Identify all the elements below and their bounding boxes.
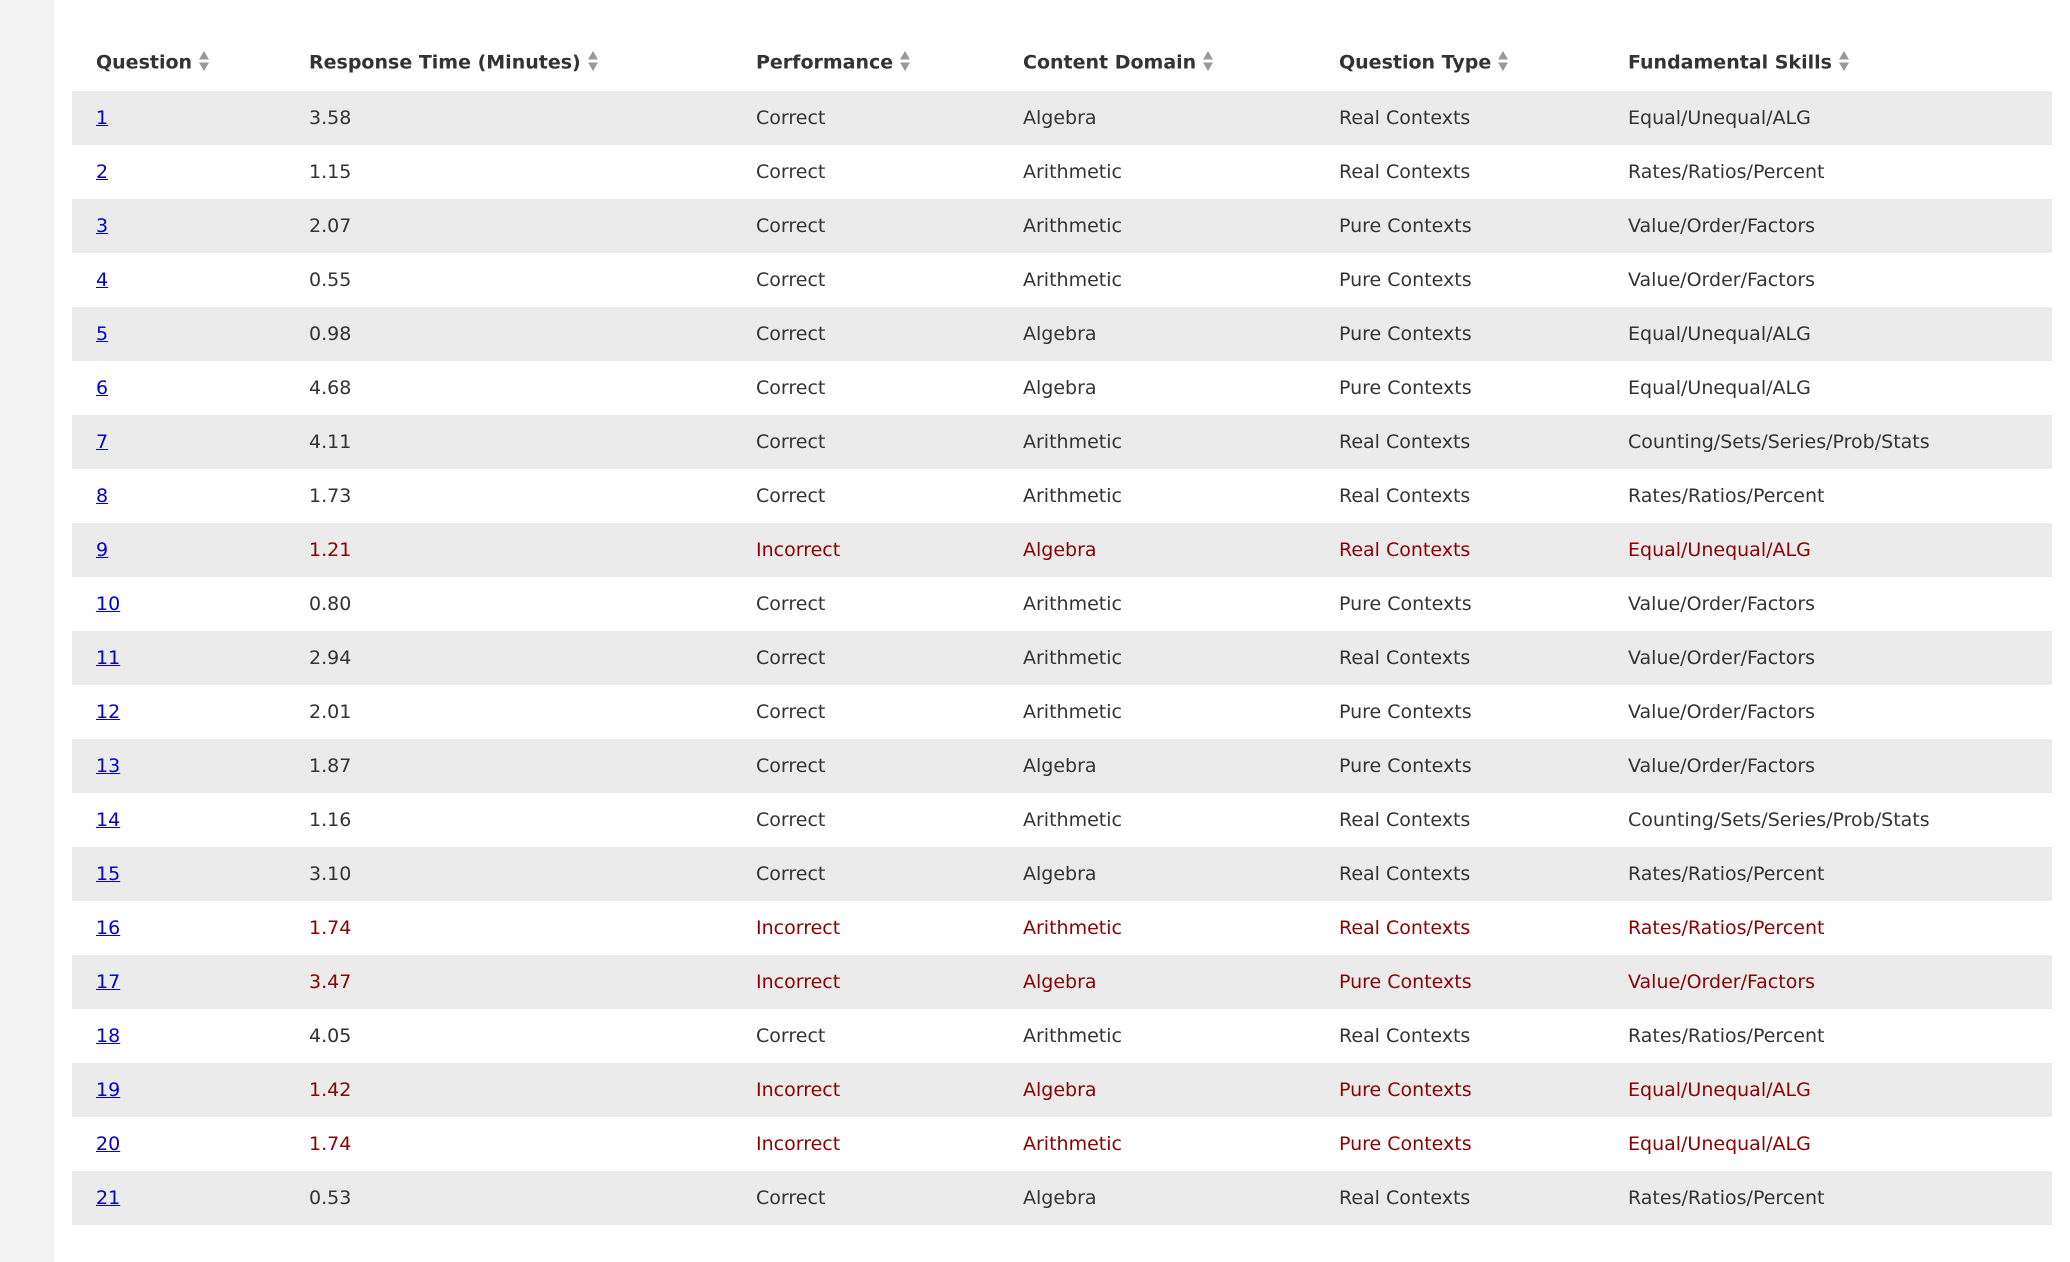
content-domain-cell: Algebra <box>999 91 1315 145</box>
content-domain-cell: Arithmetic <box>999 1009 1315 1063</box>
fundamental-skills-cell: Counting/Sets/Series/Prob/Stats <box>1604 415 2052 469</box>
fundamental-skills-cell: Value/Order/Factors <box>1604 955 2052 1009</box>
column-header-label: Question Type <box>1339 51 1492 73</box>
performance-cell: Correct <box>732 847 999 901</box>
sort-icon[interactable] <box>198 49 210 73</box>
content-domain-cell: Arithmetic <box>999 199 1315 253</box>
table-row <box>72 91 2052 145</box>
performance-cell: Correct <box>732 145 999 199</box>
fundamental-skills-cell: Rates/Ratios/Percent <box>1604 145 2052 199</box>
question-type-cell: Real Contexts <box>1315 1009 1604 1063</box>
question-cell <box>72 415 285 469</box>
content-domain-cell: Algebra <box>999 847 1315 901</box>
performance-cell: Correct <box>732 1009 999 1063</box>
fundamental-skills-cell: Equal/Unequal/ALG <box>1604 523 2052 577</box>
question-type-cell: Real Contexts <box>1315 91 1604 145</box>
response-time-cell: 1.16 <box>285 793 732 847</box>
question-cell <box>72 1063 285 1117</box>
column-header-response-time[interactable] <box>285 34 732 91</box>
content-domain-cell: Algebra <box>999 1171 1315 1225</box>
performance-cell: Correct <box>732 739 999 793</box>
response-time-cell: 4.05 <box>285 1009 732 1063</box>
question-link[interactable]: 18 <box>96 1025 121 1047</box>
response-time-cell: 1.74 <box>285 1117 732 1171</box>
question-type-cell: Pure Contexts <box>1315 199 1604 253</box>
column-header-label: Question <box>96 51 193 73</box>
performance-cell: Correct <box>732 793 999 847</box>
question-type-cell: Pure Contexts <box>1315 253 1604 307</box>
question-cell <box>72 1171 285 1225</box>
performance-cell: Correct <box>732 91 999 145</box>
sort-icon[interactable] <box>1838 49 1850 73</box>
table-row <box>72 253 2052 307</box>
fundamental-skills-cell: Value/Order/Factors <box>1604 577 2052 631</box>
question-results-table <box>72 34 2052 1225</box>
content-domain-cell: Algebra <box>999 361 1315 415</box>
table-row <box>72 901 2052 955</box>
response-time-cell: 3.58 <box>285 91 732 145</box>
content-domain-cell: Algebra <box>999 739 1315 793</box>
question-cell <box>72 739 285 793</box>
question-cell <box>72 361 285 415</box>
question-type-cell: Real Contexts <box>1315 469 1604 523</box>
table-row <box>72 1117 2052 1171</box>
response-time-cell: 1.73 <box>285 469 732 523</box>
fundamental-skills-cell: Equal/Unequal/ALG <box>1604 307 2052 361</box>
question-link[interactable]: 1 <box>96 107 109 129</box>
response-time-cell: 1.21 <box>285 523 732 577</box>
performance-cell: Correct <box>732 307 999 361</box>
fundamental-skills-cell: Rates/Ratios/Percent <box>1604 901 2052 955</box>
question-type-cell: Pure Contexts <box>1315 1063 1604 1117</box>
question-cell <box>72 847 285 901</box>
question-type-cell: Real Contexts <box>1315 415 1604 469</box>
response-time-cell: 2.07 <box>285 199 732 253</box>
fundamental-skills-cell: Value/Order/Factors <box>1604 685 2052 739</box>
column-header-fundamental-skills[interactable] <box>1604 34 2052 91</box>
question-cell <box>72 577 285 631</box>
fundamental-skills-cell: Value/Order/Factors <box>1604 253 2052 307</box>
performance-cell: Correct <box>732 253 999 307</box>
question-link[interactable]: 2 <box>96 161 109 183</box>
column-header-label: Performance <box>756 51 894 73</box>
response-time-cell: 1.15 <box>285 145 732 199</box>
table-row <box>72 361 2052 415</box>
performance-cell: Correct <box>732 1171 999 1225</box>
sort-icon[interactable] <box>899 49 911 73</box>
question-type-cell: Real Contexts <box>1315 631 1604 685</box>
question-type-cell: Pure Contexts <box>1315 307 1604 361</box>
fundamental-skills-cell: Rates/Ratios/Percent <box>1604 469 2052 523</box>
performance-cell: Incorrect <box>732 523 999 577</box>
fundamental-skills-cell: Rates/Ratios/Percent <box>1604 1009 2052 1063</box>
table-row <box>72 577 2052 631</box>
table-row <box>72 145 2052 199</box>
table-row <box>72 631 2052 685</box>
response-time-cell: 4.11 <box>285 415 732 469</box>
table-row <box>72 523 2052 577</box>
response-time-cell: 0.98 <box>285 307 732 361</box>
header-row <box>72 34 2052 91</box>
table-row <box>72 847 2052 901</box>
table-row <box>72 1171 2052 1225</box>
fundamental-skills-cell: Equal/Unequal/ALG <box>1604 361 2052 415</box>
table-row <box>72 739 2052 793</box>
column-header-question[interactable] <box>72 34 285 91</box>
question-link[interactable]: 21 <box>96 1187 121 1209</box>
performance-cell: Correct <box>732 361 999 415</box>
question-cell <box>72 253 285 307</box>
sort-icon[interactable] <box>1202 49 1214 73</box>
question-cell <box>72 199 285 253</box>
question-type-cell: Real Contexts <box>1315 1171 1604 1225</box>
fundamental-skills-cell: Value/Order/Factors <box>1604 199 2052 253</box>
question-type-cell: Real Contexts <box>1315 793 1604 847</box>
response-time-cell: 0.53 <box>285 1171 732 1225</box>
fundamental-skills-cell: Value/Order/Factors <box>1604 739 2052 793</box>
question-link[interactable]: 10 <box>96 593 121 615</box>
content-domain-cell: Algebra <box>999 523 1315 577</box>
table-row <box>72 685 2052 739</box>
question-type-cell: Pure Contexts <box>1315 1117 1604 1171</box>
response-time-cell: 4.68 <box>285 361 732 415</box>
content-domain-cell: Arithmetic <box>999 415 1315 469</box>
question-cell <box>72 469 285 523</box>
table-body <box>72 91 2052 1225</box>
content-domain-cell: Arithmetic <box>999 631 1315 685</box>
question-type-cell: Real Contexts <box>1315 523 1604 577</box>
question-cell <box>72 91 285 145</box>
question-link[interactable]: 9 <box>96 539 109 561</box>
response-time-cell: 1.74 <box>285 901 732 955</box>
performance-cell: Correct <box>732 469 999 523</box>
fundamental-skills-cell: Counting/Sets/Series/Prob/Stats <box>1604 793 2052 847</box>
response-time-cell: 0.55 <box>285 253 732 307</box>
response-time-cell: 1.87 <box>285 739 732 793</box>
table-row <box>72 1009 2052 1063</box>
sort-icon[interactable] <box>587 49 599 73</box>
question-type-cell: Pure Contexts <box>1315 685 1604 739</box>
question-cell <box>72 523 285 577</box>
column-header-label: Content Domain <box>1023 51 1197 73</box>
question-cell <box>72 955 285 1009</box>
question-type-cell: Pure Contexts <box>1315 361 1604 415</box>
table-row <box>72 415 2052 469</box>
table-row <box>72 793 2052 847</box>
fundamental-skills-cell: Equal/Unequal/ALG <box>1604 1063 2052 1117</box>
fundamental-skills-cell: Value/Order/Factors <box>1604 631 2052 685</box>
performance-cell: Correct <box>732 415 999 469</box>
column-header-label: Fundamental Skills <box>1628 51 1832 73</box>
table-row <box>72 1063 2052 1117</box>
question-link[interactable]: 15 <box>96 863 121 885</box>
sort-icon[interactable] <box>1497 49 1509 73</box>
question-link[interactable]: 4 <box>96 269 109 291</box>
question-link[interactable]: 14 <box>96 809 121 831</box>
performance-cell: Incorrect <box>732 1117 999 1171</box>
content-domain-cell: Arithmetic <box>999 1117 1315 1171</box>
question-cell <box>72 901 285 955</box>
question-link[interactable]: 17 <box>96 971 121 993</box>
response-time-cell: 3.10 <box>285 847 732 901</box>
question-cell <box>72 307 285 361</box>
question-type-cell: Pure Contexts <box>1315 955 1604 1009</box>
question-type-cell: Pure Contexts <box>1315 577 1604 631</box>
response-time-cell: 2.94 <box>285 631 732 685</box>
question-link[interactable]: 8 <box>96 485 109 507</box>
performance-cell: Incorrect <box>732 1063 999 1117</box>
table-header <box>72 34 2052 91</box>
question-type-cell: Pure Contexts <box>1315 739 1604 793</box>
table-row <box>72 307 2052 361</box>
content-domain-cell: Arithmetic <box>999 469 1315 523</box>
content-domain-cell: Algebra <box>999 955 1315 1009</box>
performance-cell: Correct <box>732 199 999 253</box>
question-cell <box>72 145 285 199</box>
question-link[interactable]: 13 <box>96 755 121 777</box>
column-header-content-domain[interactable] <box>999 34 1315 91</box>
question-type-cell: Real Contexts <box>1315 901 1604 955</box>
question-link[interactable]: 3 <box>96 215 109 237</box>
table-row <box>72 469 2052 523</box>
question-cell <box>72 1117 285 1171</box>
question-link[interactable]: 16 <box>96 917 121 939</box>
table-row <box>72 199 2052 253</box>
question-link[interactable]: 7 <box>96 431 109 453</box>
content-domain-cell: Arithmetic <box>999 685 1315 739</box>
column-header-question-type[interactable] <box>1315 34 1604 91</box>
question-cell <box>72 793 285 847</box>
response-time-cell: 0.80 <box>285 577 732 631</box>
question-type-cell: Real Contexts <box>1315 145 1604 199</box>
fundamental-skills-cell: Equal/Unequal/ALG <box>1604 1117 2052 1171</box>
performance-cell: Correct <box>732 577 999 631</box>
response-time-cell: 3.47 <box>285 955 732 1009</box>
performance-cell: Correct <box>732 631 999 685</box>
table-row <box>72 955 2052 1009</box>
question-cell <box>72 631 285 685</box>
column-header-label: Response Time (Minutes) <box>309 51 581 73</box>
content-domain-cell: Arithmetic <box>999 145 1315 199</box>
question-link[interactable]: 11 <box>96 647 121 669</box>
performance-cell: Correct <box>732 685 999 739</box>
question-link[interactable]: 5 <box>96 323 109 345</box>
question-type-cell: Real Contexts <box>1315 847 1604 901</box>
performance-cell: Incorrect <box>732 955 999 1009</box>
question-link[interactable]: 19 <box>96 1079 121 1101</box>
performance-cell: Incorrect <box>732 901 999 955</box>
content-domain-cell: Arithmetic <box>999 901 1315 955</box>
content-domain-cell: Arithmetic <box>999 577 1315 631</box>
question-link[interactable]: 6 <box>96 377 109 399</box>
content-domain-cell: Algebra <box>999 307 1315 361</box>
content-domain-cell: Arithmetic <box>999 793 1315 847</box>
response-time-cell: 2.01 <box>285 685 732 739</box>
fundamental-skills-cell: Rates/Ratios/Percent <box>1604 1171 2052 1225</box>
content-domain-cell: Algebra <box>999 1063 1315 1117</box>
fundamental-skills-cell: Equal/Unequal/ALG <box>1604 91 2052 145</box>
column-header-performance[interactable] <box>732 34 999 91</box>
question-cell <box>72 1009 285 1063</box>
question-cell <box>72 685 285 739</box>
question-link[interactable]: 20 <box>96 1133 121 1155</box>
response-time-cell: 1.42 <box>285 1063 732 1117</box>
fundamental-skills-cell: Rates/Ratios/Percent <box>1604 847 2052 901</box>
content-domain-cell: Arithmetic <box>999 253 1315 307</box>
question-link[interactable]: 12 <box>96 701 121 723</box>
